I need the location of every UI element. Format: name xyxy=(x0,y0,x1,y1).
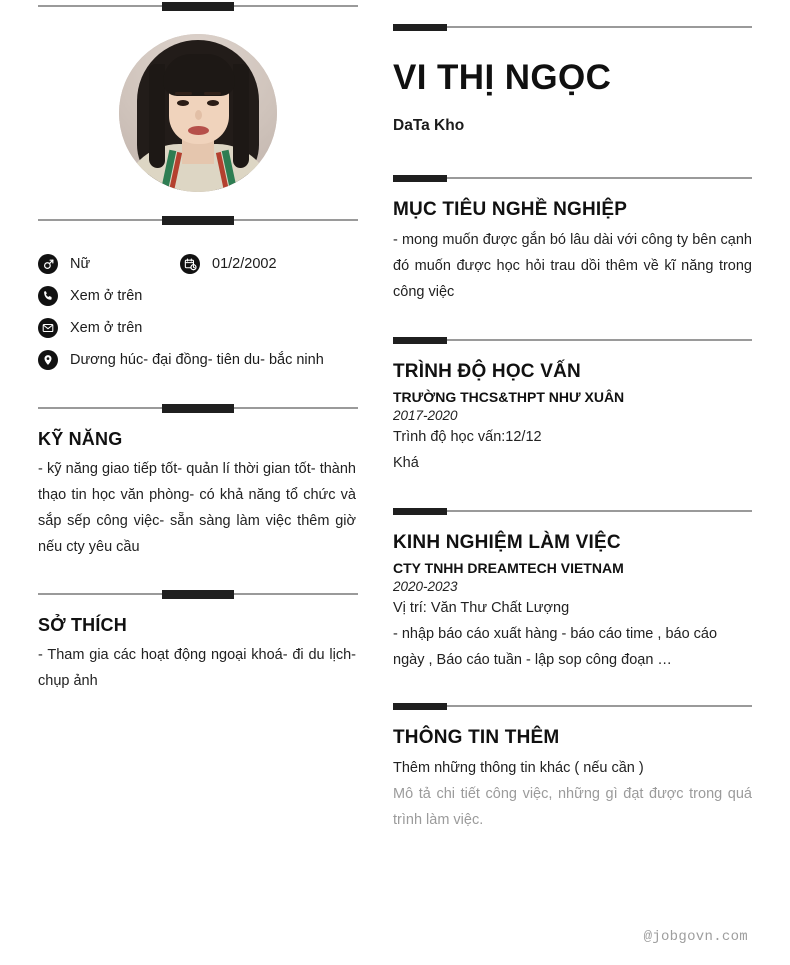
section-body-hobbies: - Tham gia các hoạt động ngoại khoá- đi du lịch- chụp ảnh xyxy=(38,647,356,689)
additional-line-2: Mô tả chi tiết công việc, những gì đạt được trong quá trình làm việc. xyxy=(393,786,752,829)
section-heading-objective: MỤC TIÊU NGHỀ NGHIỆP xyxy=(393,199,628,221)
section-heading-additional: THÔNG TIN THÊM xyxy=(393,727,560,749)
education-level: Trình độ học vấn:12/12 xyxy=(393,429,542,446)
contact-row-phone xyxy=(38,280,358,312)
divider-below-avatar xyxy=(38,214,358,226)
phone-icon xyxy=(38,286,58,306)
divider-bar xyxy=(393,175,447,182)
contact-row-email xyxy=(38,312,358,344)
education-years: 2017-2020 xyxy=(393,408,458,424)
additional-line-1: Thêm những thông tin khác ( nếu cần ) xyxy=(393,760,644,777)
section-heading-hobbies: SỞ THÍCH xyxy=(38,615,127,635)
contact-birthdate-text: 01/2/2002 xyxy=(212,256,277,272)
contact-item-birthdate xyxy=(180,254,277,274)
contact-item-email xyxy=(38,318,142,338)
calendar-clock-icon xyxy=(180,254,200,274)
divider-bar xyxy=(162,404,234,413)
contact-item-phone xyxy=(38,286,142,306)
experience-years: 2020-2023 xyxy=(393,579,458,595)
left-column xyxy=(0,0,358,696)
section-body-skills: - kỹ năng giao tiếp tốt- quản lí thời gian tốt- thành thạo tin học văn phòng- có khả năng tổ chức và sắp sếp công việc- sẵn sàng làm việc thêm giờ nếu cty yêu cầu xyxy=(38,461,356,555)
divider-objective xyxy=(393,173,752,183)
divider-additional xyxy=(393,701,752,711)
divider-bar xyxy=(162,590,234,599)
section-education xyxy=(393,335,752,486)
contact-item-address xyxy=(38,350,324,370)
avatar-hair-front xyxy=(163,54,235,96)
divider-bar xyxy=(162,216,234,225)
section-objective xyxy=(393,173,752,315)
divider-hobbies xyxy=(38,588,358,600)
contact-item-gender xyxy=(38,254,180,274)
divider-bar xyxy=(162,2,234,11)
divider-bar xyxy=(393,703,447,710)
divider-bar xyxy=(393,24,447,31)
avatar xyxy=(119,34,277,192)
contact-address-text: Dương húc- đại đồng- tiên du- bắc ninh xyxy=(70,352,324,368)
divider-skills xyxy=(38,402,358,414)
contact-email-text: Xem ở trên xyxy=(70,320,143,336)
avatar-eye-right xyxy=(207,100,219,106)
avatar-hair-side-right xyxy=(233,64,249,168)
experience-company: CTY TNHH DREAMTECH VIETNAM xyxy=(393,560,624,577)
experience-position: Vị trí: Văn Thư Chất Lượng xyxy=(393,600,570,617)
education-grade: Khá xyxy=(393,455,419,472)
avatar-lips xyxy=(188,126,209,135)
divider-bar xyxy=(393,508,447,515)
divider-experience xyxy=(393,506,752,516)
section-heading-skills: KỸ NĂNG xyxy=(38,429,123,449)
envelope-icon xyxy=(38,318,58,338)
contact-gender-text: Nữ xyxy=(70,256,91,272)
divider-top-left xyxy=(38,0,358,12)
page-title: VI THỊ NGỌC xyxy=(393,58,612,97)
avatar-nose xyxy=(195,110,202,120)
section-heading-experience: KINH NGHIỆM LÀM VIỆC xyxy=(393,532,621,554)
right-column xyxy=(393,0,790,843)
section-body-objective: - mong muốn được gắn bó lâu dài với công ty bên cạnh đó muốn được học hỏi trau dồi thêm về kĩ năng trong công việc xyxy=(393,232,752,301)
avatar-eyebrow-left xyxy=(175,92,192,95)
avatar-eye-left xyxy=(177,100,189,106)
job-title: DaTa Kho xyxy=(393,117,465,135)
avatar-container xyxy=(38,12,358,214)
education-school: TRƯỜNG THCS&THPT NHƯ XUÂN xyxy=(393,389,625,406)
section-additional xyxy=(393,701,752,843)
contact-phone-text: Xem ở trên xyxy=(70,288,143,304)
section-hobbies xyxy=(38,588,358,696)
contact-list xyxy=(38,226,358,376)
location-pin-icon xyxy=(38,350,58,370)
divider-bar xyxy=(393,337,447,344)
contact-row-gender-birthdate xyxy=(38,248,358,280)
gender-icon xyxy=(38,254,58,274)
avatar-eyebrow-right xyxy=(204,92,221,95)
section-experience xyxy=(393,506,752,683)
divider-top-right xyxy=(393,22,752,32)
section-heading-education: TRÌNH ĐỘ HỌC VẤN xyxy=(393,361,581,383)
experience-duties: - nhập báo cáo xuất hàng - báo cáo time , báo cáo ngày , Báo cáo tuần - lập sop công đoạn … xyxy=(393,626,718,669)
watermark: @jobgovn.com xyxy=(643,929,748,945)
section-skills xyxy=(38,402,358,562)
contact-row-address xyxy=(38,344,358,376)
divider-education xyxy=(393,335,752,345)
